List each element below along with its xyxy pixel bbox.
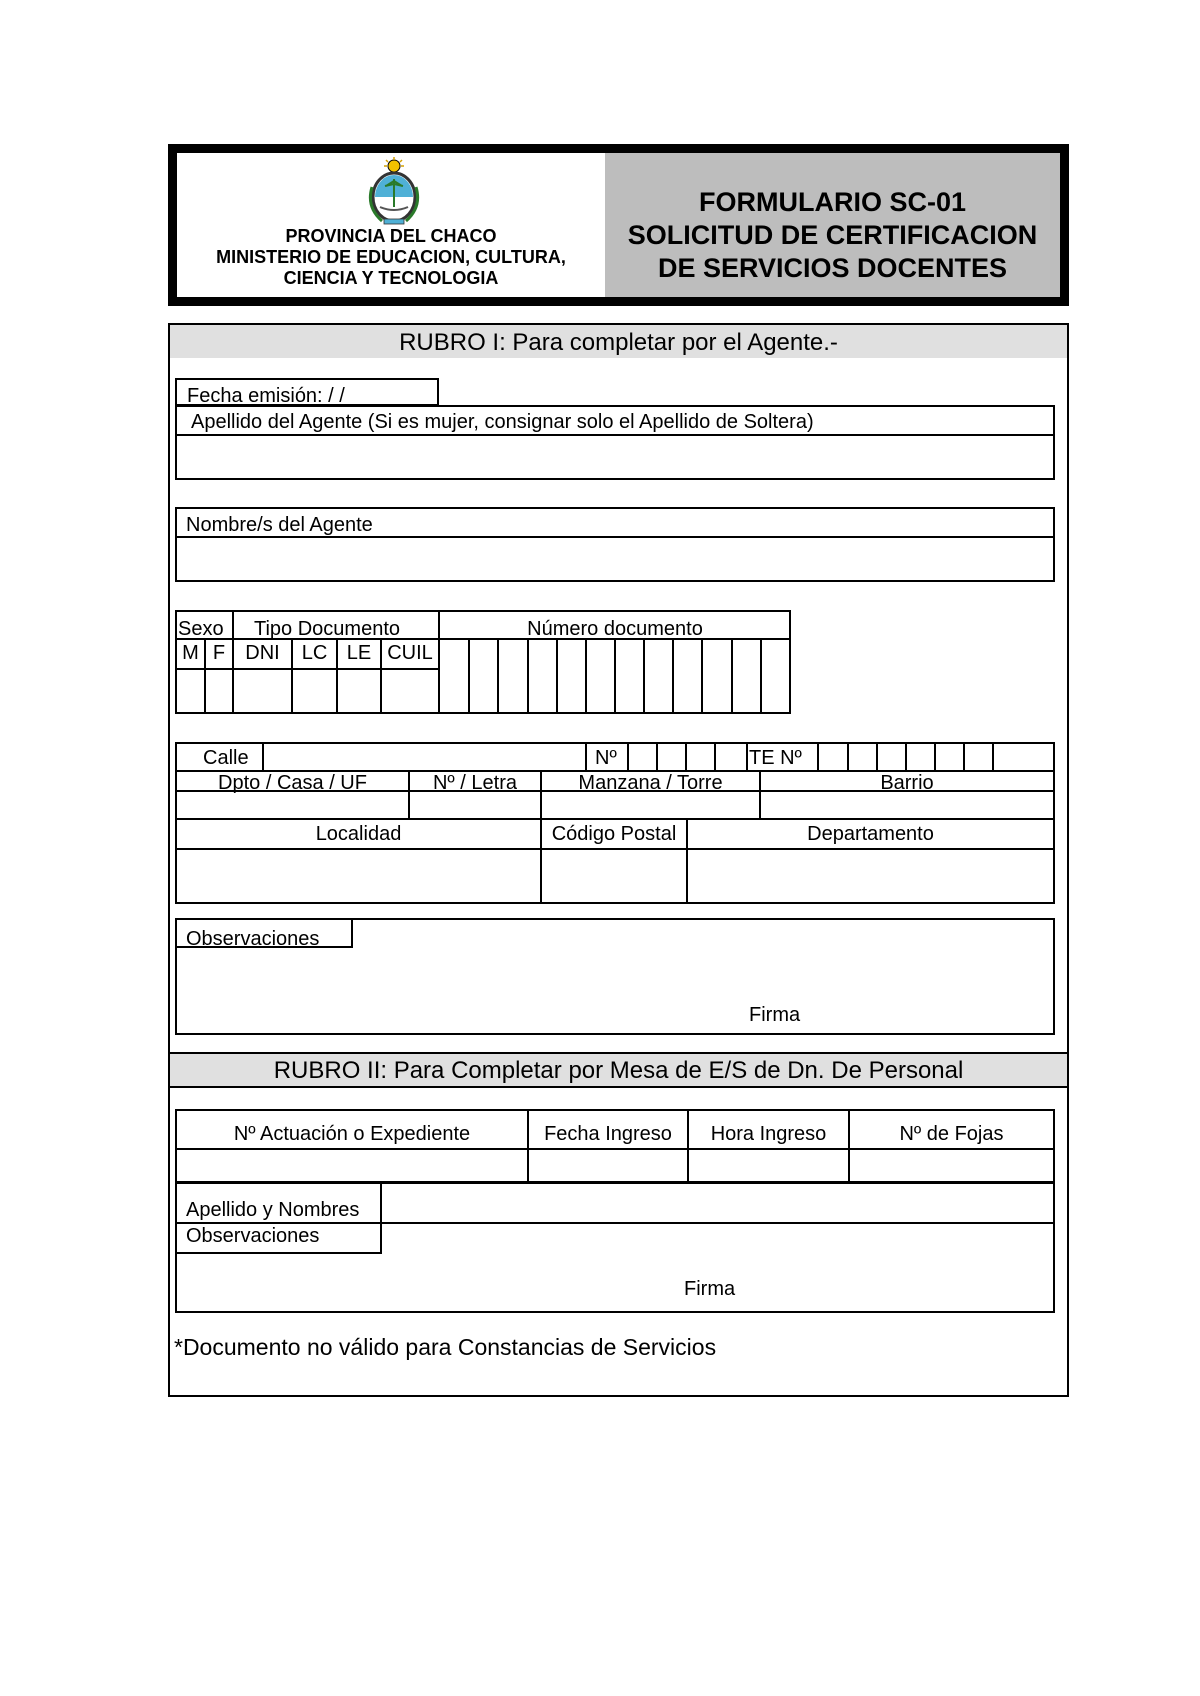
- nombre-input[interactable]: [180, 540, 1050, 578]
- header-right: [605, 153, 1060, 297]
- fecha-emision-box[interactable]: [175, 378, 439, 406]
- exp-col3-end: [848, 1109, 850, 1183]
- apellido-label: Apellido del Agente (Si es mujer, consignar solo el Apellido de Soltera): [191, 411, 814, 433]
- form-title-line2: DE SERVICIOS DOCENTES: [657, 253, 1008, 283]
- localidad-label: Localidad: [315, 823, 402, 845]
- header-left: [177, 153, 605, 297]
- actuacion-input[interactable]: [178, 1151, 525, 1180]
- numero-doc-label: Número documento: [527, 618, 703, 640]
- form-title-line1: SOLICITUD DE CERTIFICACION: [627, 220, 1038, 250]
- doc-digit-cell[interactable]: [499, 640, 527, 712]
- barrio-label: Barrio: [880, 772, 934, 794]
- address-digit-divider: [714, 742, 716, 770]
- nro-label: Nº: [595, 747, 617, 769]
- footer-note: *Documento no válido para Constancias de Servicios: [174, 1334, 717, 1360]
- doc-digit-cell[interactable]: [616, 640, 643, 712]
- nombre-divider: [175, 536, 1055, 538]
- col-nro-fojas: Nº de Fojas: [899, 1123, 1004, 1145]
- apellido-input[interactable]: [180, 438, 1050, 476]
- apellido-divider: [175, 434, 1055, 436]
- observaciones-label: Observaciones: [186, 928, 320, 950]
- tipo-option-lc: LC: [301, 642, 328, 664]
- tipo-cuil-cell[interactable]: [382, 670, 438, 712]
- rubro1-bar: [170, 325, 1067, 358]
- address-digit-divider: [847, 742, 849, 770]
- departamento-label: Departamento: [807, 823, 934, 845]
- tipo-option-cuil: CUIL: [387, 642, 433, 664]
- tipo-option-le: LE: [346, 642, 372, 664]
- tipo-lc-cell[interactable]: [293, 670, 336, 712]
- tipo-le-cell[interactable]: [338, 670, 380, 712]
- doc-digit-cell[interactable]: [558, 640, 585, 712]
- tipo-dni-cell[interactable]: [234, 670, 291, 712]
- address-digit-divider: [905, 742, 907, 770]
- doc-digit-cell[interactable]: [674, 640, 701, 712]
- doc-digit-cell[interactable]: [529, 640, 556, 712]
- apellido-nombres-input[interactable]: [384, 1185, 1052, 1220]
- col-actuacion: Nº Actuación o Expediente: [233, 1123, 471, 1145]
- rubro2-bottom-rule: [168, 1086, 1069, 1088]
- fecha-ingreso-input[interactable]: [530, 1151, 685, 1180]
- nro-letra-input[interactable]: [411, 792, 538, 817]
- org-ministry: MINISTERIO DE EDUCACION, CULTURA,: [216, 247, 566, 267]
- address-digit-divider: [656, 742, 658, 770]
- sexo-option-f: F: [212, 642, 226, 664]
- calle-input[interactable]: [265, 744, 583, 769]
- cp-label: Código Postal: [551, 823, 677, 845]
- rubro2-title: RUBRO II: Para Completar por Mesa de E/S de Dn. De Personal: [273, 1057, 964, 1084]
- exp-col2-end: [687, 1109, 689, 1183]
- nro-fojas-input[interactable]: [851, 1151, 1053, 1180]
- address-digit-divider: [685, 742, 687, 770]
- address-digit-divider: [992, 742, 994, 770]
- hora-ingreso-input[interactable]: [690, 1151, 846, 1180]
- nombre-label: Nombre/s del Agente: [186, 514, 373, 536]
- col-hora-ingreso: Hora Ingreso: [710, 1123, 827, 1145]
- doc-digit-cell[interactable]: [762, 640, 791, 712]
- doc-digit-cell[interactable]: [703, 640, 731, 712]
- manzana-input[interactable]: [543, 792, 757, 817]
- doc-digit-cell[interactable]: [733, 640, 760, 712]
- col-fecha-ingreso: Fecha Ingreso: [544, 1123, 672, 1145]
- form-header: [168, 144, 1069, 306]
- doc-digit-cell[interactable]: [470, 640, 497, 712]
- dpto-label: Dpto / Casa / UF: [218, 772, 367, 794]
- tipo-option-dni: DNI: [245, 642, 280, 664]
- apellido-nombres-label-end: [380, 1182, 382, 1222]
- exp-col1-end: [527, 1109, 529, 1183]
- org-province: PROVINCIA DEL CHACO: [285, 226, 497, 246]
- doc-digit-cell[interactable]: [587, 640, 614, 712]
- address-digit-divider: [934, 742, 936, 770]
- observaciones-input[interactable]: [180, 950, 1050, 1000]
- addr-calle-label-end: [262, 742, 264, 770]
- addr-te-label-end: [817, 742, 819, 770]
- address-digit-divider: [876, 742, 878, 770]
- te-label: TE Nº: [749, 747, 802, 769]
- address-digit-divider: [963, 742, 965, 770]
- rubro1-title: RUBRO I: Para completar por el Agente.-: [399, 329, 838, 356]
- tipo-doc-label: Tipo Documento: [254, 618, 400, 640]
- dpto-input[interactable]: [178, 792, 406, 817]
- localidad-input[interactable]: [178, 851, 538, 901]
- manzana-label: Manzana / Torre: [578, 772, 723, 794]
- org-ministry-cont: CIENCIA Y TECNOLOGIA: [283, 268, 499, 288]
- addr-row3-divider: [175, 818, 1055, 820]
- nro-letra-label: Nº / Letra: [432, 772, 517, 794]
- addr-nro-label-end: [627, 742, 629, 770]
- departamento-input[interactable]: [689, 851, 1052, 901]
- apellido-nombres-label: Apellido y Nombres: [186, 1199, 360, 1221]
- sexo-f-cell[interactable]: [206, 670, 232, 712]
- doc-digit-cell[interactable]: [645, 640, 672, 712]
- doc-digit-cell[interactable]: [442, 640, 468, 712]
- addr-row4-divider: [175, 848, 1055, 850]
- cp-input[interactable]: [543, 851, 684, 901]
- form-code: FORMULARIO SC-01: [698, 187, 966, 217]
- sexo-m-cell[interactable]: [177, 670, 204, 712]
- sexo-option-m: M: [182, 642, 199, 664]
- fecha-emision-label: Fecha emisión: / /: [187, 385, 345, 407]
- rubro2-observaciones-label: Observaciones: [186, 1225, 320, 1247]
- expediente-divider: [175, 1148, 1055, 1150]
- addr-calle-end: [585, 742, 587, 770]
- sexo-label: Sexo: [178, 618, 224, 640]
- addr-te-label-start: [746, 742, 748, 770]
- provincial-coat-of-arms-icon: [364, 157, 424, 227]
- rubro2-firma-label: Firma: [684, 1278, 736, 1300]
- rubro2-observaciones-input[interactable]: [386, 1226, 1050, 1266]
- rubro2-bar: [170, 1054, 1067, 1086]
- barrio-input[interactable]: [762, 792, 1052, 817]
- calle-label: Calle: [203, 747, 249, 769]
- firma-label: Firma: [749, 1004, 801, 1026]
